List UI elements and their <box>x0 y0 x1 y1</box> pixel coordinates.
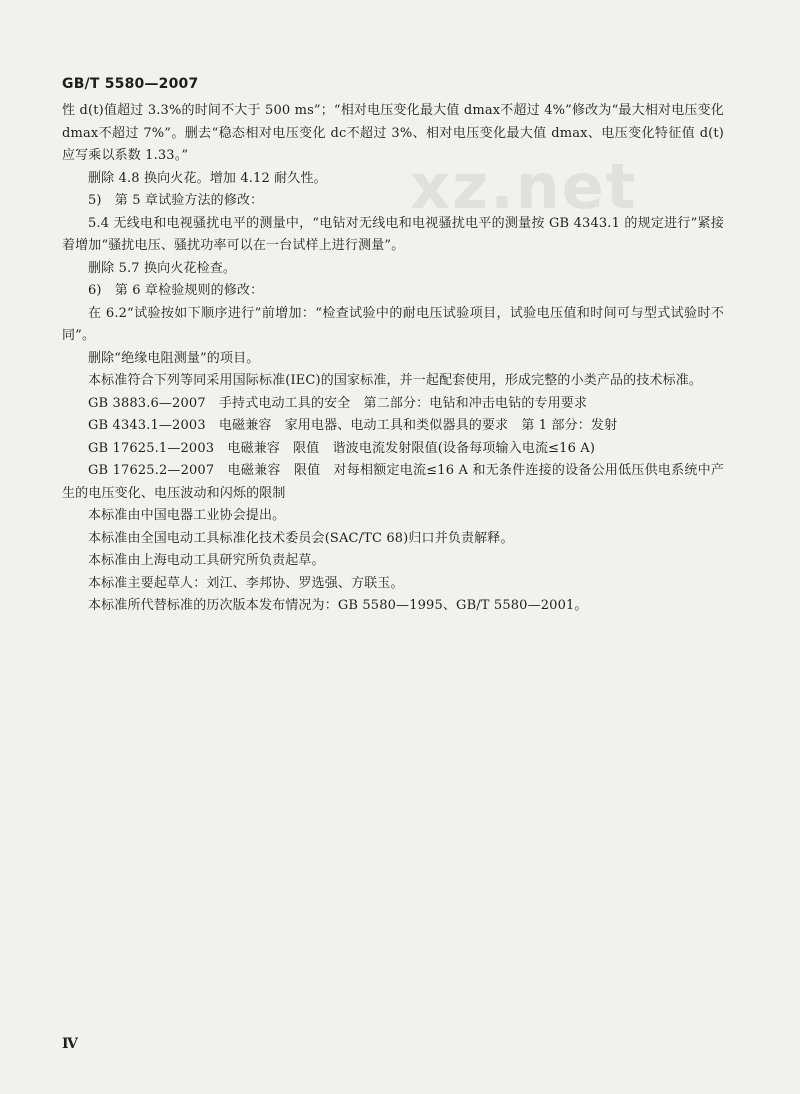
paragraph: 删除 5.7 换向火花检查。 <box>88 260 237 276</box>
paragraph: 删除 4.8 换向火花。增加 4.12 耐久性。 <box>88 170 327 186</box>
standard-reference: GB 17625.1—2003 电磁兼容 限值 谐波电流发射限值(设备每项输入电流≤16 A) <box>88 440 596 456</box>
page-number: Ⅳ <box>62 1036 78 1052</box>
paragraph: 删除“绝缘电阻测量”的项目。 <box>88 350 260 366</box>
watermark: xz.net <box>410 150 638 223</box>
section-heading: 6) 第 6 章检验规则的修改： <box>88 283 264 298</box>
paragraph: 本标准由中国电器工业协会提出。 <box>88 508 286 523</box>
paragraph: 本标准由全国电动工具标准化技术委员会(SAC/TC 68)归口并负责解释。 <box>88 530 514 546</box>
paragraph: 本标准由上海电动工具研究所负责起草。 <box>88 553 325 568</box>
paragraph: 本标准所代替标准的历次版本发布情况为：GB 5580—1995、GB/T 5580—2001。 <box>88 598 588 613</box>
paragraph: 在 6.2“试验按如下顺序进行”前增加：“检查试验中的耐电压试验项目，试验电压值和时间可与型式试验时不同”。 <box>62 305 724 343</box>
document-body <box>62 100 724 618</box>
standard-reference: GB 3883.6—2007 手持式电动工具的安全 第二部分：电钻和冲击电钻的专用要求 <box>88 395 588 411</box>
paragraph: 本标准主要起草人：刘江、李邦协、罗选强、方联玉。 <box>88 575 404 591</box>
paragraph: 5.4 无线电和电视骚扰电平的测量中，“电钻对无线电和电视骚扰电平的测量按 GB 4343.1 的规定进行”紧接着增加“骚扰电压、骚扰功率可以在一台试样上进行测量”。 <box>62 215 724 253</box>
standard-reference: GB 17625.2—2007 电磁兼容 限值 对每相额定电流≤16 A 和无条件连接的设备公用低压供电系统中产生的电压变化、电压波动和闪烁的限制 <box>62 463 724 501</box>
standard-code-header: GB/T 5580—2007 <box>62 76 199 92</box>
paragraph: 本标准符合下列等同采用国际标准(IEC)的国家标准，并一起配套使用，形成完整的小类产品的技术标准。 <box>88 373 703 388</box>
paragraph: 性 d(t)值超过 3.3%的时间不大于 500 ms”；“相对电压变化最大值 dmax不超过 4%”修改为“最大相对电压变化 dmax不超过 7%”。删去“稳态相对电压变化 dc不超过 3%、相对电压变化最大值 dmax、电压变化特征值 d(t)应写乘以系数 1.33。” <box>62 103 724 163</box>
standard-reference: GB 4343.1—2003 电磁兼容 家用电器、电动工具和类似器具的要求 第 1 部分：发射 <box>88 418 618 433</box>
section-heading: 5) 第 5 章试验方法的修改： <box>88 193 264 208</box>
